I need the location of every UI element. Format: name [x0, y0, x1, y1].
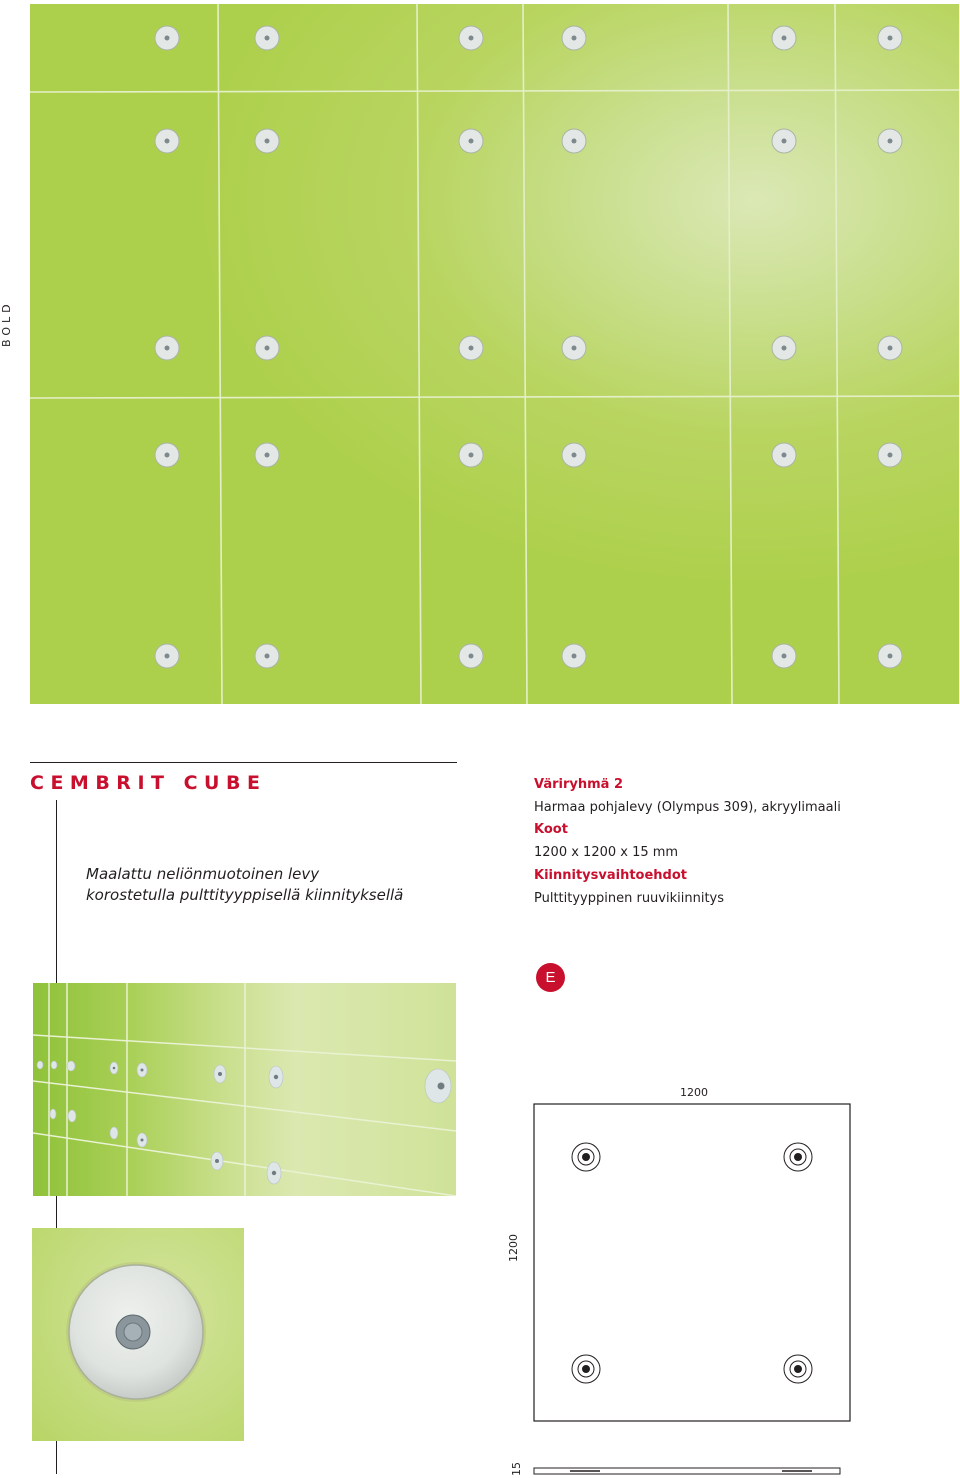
bolt-washer [878, 26, 902, 50]
bolt-washer [878, 443, 902, 467]
bolt-washer [772, 26, 796, 50]
bolt-washer [562, 336, 586, 360]
bolt-washer [155, 644, 179, 668]
subtitle-line-2: korostetulla pulttityyppisellä kiinnityksellä [86, 886, 404, 904]
bolt-washer [772, 129, 796, 153]
panel-joint-vertical [218, 4, 222, 704]
bolt-closeup-illustration [32, 1228, 244, 1441]
panel-joint-vertical [417, 4, 421, 704]
product-title: CEMBRIT CUBE [30, 772, 267, 794]
bolt-washer [155, 443, 179, 467]
bolt-washer [255, 336, 279, 360]
variant-badge: E [536, 963, 565, 992]
bolt-washer [878, 644, 902, 668]
bolt-washer [255, 443, 279, 467]
bolt-washer [459, 336, 483, 360]
section-label: BOLD [0, 300, 13, 347]
bolt-washer [255, 26, 279, 50]
panel-joint-vertical [728, 4, 732, 704]
bolt-washer [562, 26, 586, 50]
spec-heading-fixing: Kiinnitysvaihtoehdot [534, 867, 688, 883]
bolt-washer [459, 443, 483, 467]
spec-heading-color-group: Väriryhmä 2 [534, 777, 624, 792]
bolt-washer [878, 129, 902, 153]
bolt-washer [459, 644, 483, 668]
title-rule [30, 762, 457, 763]
bolt-washer [459, 129, 483, 153]
panel-joint-horizontal [30, 396, 959, 398]
spec-text-fixing: Pulttityyppinen ruuvikiinnitys [534, 890, 725, 906]
panel-joint-vertical [523, 4, 527, 704]
panel-joint-vertical [835, 4, 839, 704]
panel-joint-horizontal [30, 90, 959, 92]
facade-panels-illustration [30, 4, 959, 704]
hero-facade-photo [30, 4, 959, 704]
width-dimension-label: 1200 [680, 1086, 708, 1099]
product-subtitle [86, 864, 403, 906]
bolt-washer [878, 336, 902, 360]
spec-heading-sizes: Koot [534, 822, 568, 838]
spec-text-sizes: 1200 x 1200 x 15 mm [534, 845, 679, 861]
bolt-washer [255, 129, 279, 153]
spec-text-color-group: Harmaa pohjalevy (Olympus 309), akryylimaali [534, 799, 841, 815]
spec-list [534, 774, 841, 910]
thickness-dimension-label: 15 [510, 1462, 523, 1476]
bolt-washer [155, 129, 179, 153]
bolt-washer [562, 129, 586, 153]
bolt-washer [255, 644, 279, 668]
bolt-washer [562, 443, 586, 467]
facade-perspective-photo [33, 983, 456, 1196]
perspective-panels-illustration [33, 983, 456, 1196]
bolt-washer [155, 336, 179, 360]
panel-outline [534, 1104, 850, 1421]
bolt-washer [562, 644, 586, 668]
bolt-washer [772, 443, 796, 467]
bolt-washer [772, 644, 796, 668]
subtitle-line-1: Maalattu neliönmuotoinen levy [86, 865, 320, 883]
bolt-washer [772, 336, 796, 360]
bolt-closeup-photo [32, 1228, 244, 1441]
panel-technical-drawing [500, 1080, 880, 1478]
height-dimension-label: 1200 [507, 1234, 520, 1262]
bolt-washer [155, 26, 179, 50]
bolt-washer [459, 26, 483, 50]
